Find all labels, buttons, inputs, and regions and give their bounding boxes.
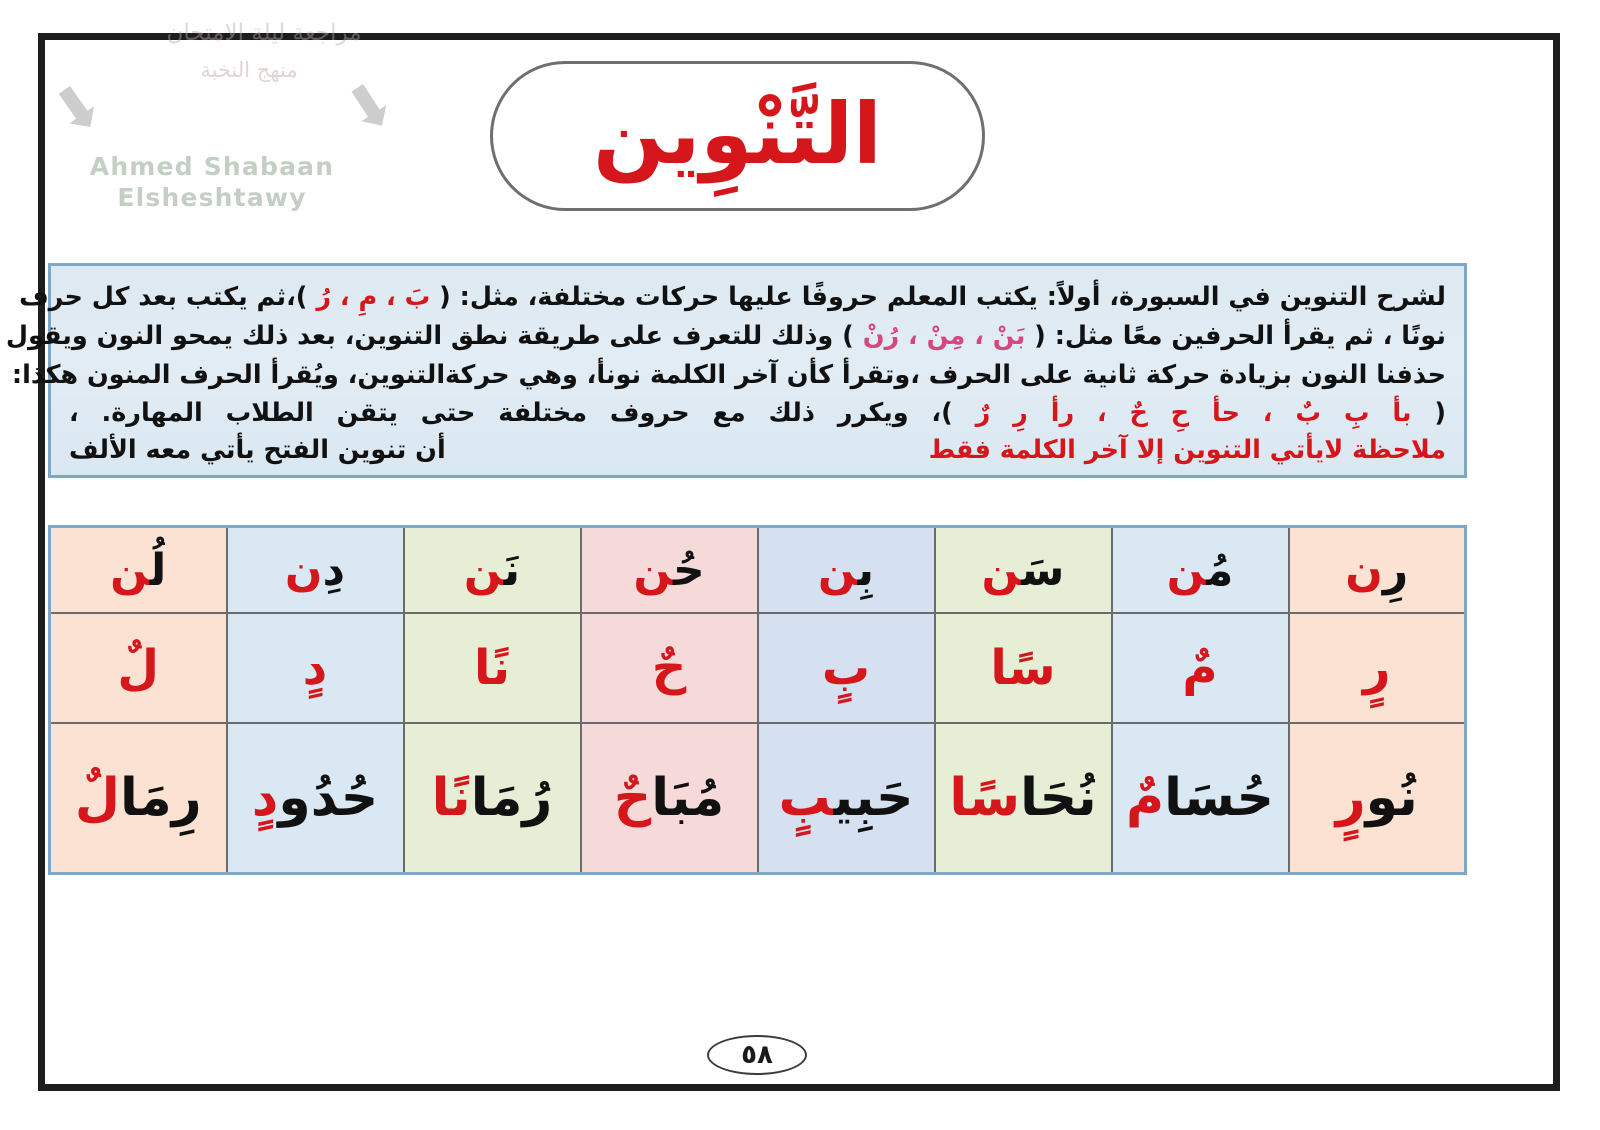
table-cell-word xyxy=(758,723,935,874)
table-cell-syllable xyxy=(227,527,404,614)
explanation-line-2-examples: بَنْ ، مِنْ ، رُنْ xyxy=(862,320,1026,351)
syllable-noon-letter: ن xyxy=(463,544,504,596)
table-cell-word xyxy=(935,723,1112,874)
syllable-lead-letter: سَ xyxy=(1021,544,1065,596)
syllable-noon-letter: ن xyxy=(284,544,323,596)
explanation-line-1-part-a: لشرح التنوين في السبورة، أولاً: يكتب المعلم حروفًا عليها حركات مختلفة، مثل: ( xyxy=(430,282,1446,312)
word-tanween-tail: لٌ xyxy=(74,768,120,828)
table-cell-syllable xyxy=(935,527,1112,614)
tanween-letter-text: مٌ xyxy=(1182,640,1218,696)
explanation-line-1-part-b: )،ثم يكتب بعد كل حرف xyxy=(19,282,317,312)
word-tanween-tail: رٍ xyxy=(1335,768,1366,828)
word-stem: نُحَا xyxy=(1020,768,1097,828)
word-stem: حُسَا xyxy=(1164,768,1275,828)
tanween-practice-table xyxy=(48,525,1467,875)
word-tanween-tail: دٍ xyxy=(251,768,279,828)
table-cell-tanween-letter xyxy=(1112,613,1289,723)
tanween-letter-text: دٍ xyxy=(302,640,328,696)
syllable-noon-letter: ن xyxy=(1345,544,1383,596)
syllable-lead-letter: مُ xyxy=(1206,544,1234,596)
page-number-badge xyxy=(707,1035,807,1075)
explanation-line-1-examples: بَ ، مِ ، رُ xyxy=(316,282,431,312)
word-tanween-tail: نًا xyxy=(431,768,471,828)
syllable-noon-letter: ن xyxy=(633,544,673,596)
tanween-letter-text: نًا xyxy=(473,640,511,696)
syllable-lead-letter: بِ xyxy=(857,544,875,596)
arrow-down-right-icon: ⬊ xyxy=(337,64,402,144)
table-cell-tanween-letter xyxy=(227,613,404,723)
explanation-line-4-examples: بأ بِ بٌ ، حأ حِ حٌ ، رأ رِ رٌ xyxy=(975,398,1412,429)
table-cell-word xyxy=(1112,723,1289,874)
explanation-line-2-part-a: نونًا ، ثم يقرأ الحرفين معًا مثل: ( xyxy=(1025,320,1446,351)
table-cell-syllable xyxy=(404,527,581,614)
table-cell-word xyxy=(581,723,758,874)
table-cell-word xyxy=(227,723,404,874)
word-stem: حُدُو xyxy=(278,768,379,828)
table-cell-tanween-letter xyxy=(50,613,227,723)
table-cell-word xyxy=(404,723,581,874)
syllable-lead-letter: رِ xyxy=(1382,544,1409,596)
table-row-letters xyxy=(50,613,1466,723)
explanation-red-note: ملاحظة لايأتي التنوين إلا آخر الكلمة فقط xyxy=(928,435,1446,465)
syllable-lead-letter: نَ xyxy=(503,544,521,596)
tanween-letter-text: رٍ xyxy=(1362,640,1391,696)
page-title: التَّنْوِين xyxy=(593,84,882,183)
tanween-letter-text: لٌ xyxy=(117,640,160,696)
explanation-line-1 xyxy=(19,278,1446,317)
syllable-lead-letter: لُ xyxy=(149,544,167,596)
word-stem: مُبَا xyxy=(651,768,725,828)
syllable-lead-letter: دِ xyxy=(322,544,346,596)
lesson-title-pill xyxy=(490,61,985,211)
explanation-line-4-part-a: ( xyxy=(1411,398,1446,429)
syllable-noon-letter: ن xyxy=(1166,544,1207,596)
explanation-line-4 xyxy=(69,394,1446,433)
table-cell-tanween-letter xyxy=(1289,613,1466,723)
word-stem: نُو xyxy=(1365,768,1418,828)
table-cell-word xyxy=(1289,723,1466,874)
tanween-letter-text: بٍ xyxy=(821,640,871,696)
table-cell-syllable xyxy=(758,527,935,614)
table-cell-word xyxy=(50,723,227,874)
explanation-line-4-part-b: )، ويكرر ذلك مع حروف مختلفة حتى يتقن الطلاب المهارة. ، xyxy=(69,398,976,429)
table-cell-syllable xyxy=(581,527,758,614)
explanation-line-2-part-b: ) وذلك للتعرف على طريقة نطق التنوين، بعد ذلك يمحو النون ويقول xyxy=(5,320,863,351)
tanween-letter-text: سًا xyxy=(990,640,1056,696)
page-number-text: ٥٨ xyxy=(741,1040,773,1070)
table-cell-syllable xyxy=(50,527,227,614)
word-tanween-tail: مٌ xyxy=(1125,768,1165,828)
table-cell-syllable xyxy=(1289,527,1466,614)
explanation-line-2 xyxy=(5,317,1446,356)
watermark-arabic-top-text: مراجعة ليلة الامتحان xyxy=(166,20,362,46)
word-tanween-tail: سًا xyxy=(949,768,1021,828)
explanation-box xyxy=(5,263,1467,478)
syllable-noon-letter: ن xyxy=(981,544,1022,596)
word-stem: حَبِي xyxy=(833,768,914,828)
syllable-noon-letter: ن xyxy=(817,544,858,596)
watermark-author-name: Ahmed Shabaan Elsheshtawy xyxy=(89,152,335,212)
watermark-arabic-sub-text: منهج النخبة xyxy=(200,58,298,82)
word-tanween-tail: حٌ xyxy=(613,768,652,828)
table-cell-syllable xyxy=(1112,527,1289,614)
table-row-words xyxy=(50,723,1466,874)
word-tanween-tail: بٍ xyxy=(778,768,834,828)
table-cell-tanween-letter xyxy=(758,613,935,723)
table-cell-tanween-letter xyxy=(404,613,581,723)
explanation-last-row xyxy=(69,435,1446,465)
table-cell-tanween-letter xyxy=(581,613,758,723)
table-cell-tanween-letter xyxy=(935,613,1112,723)
word-stem: رُمَا xyxy=(470,768,553,828)
tanween-letter-text: حٌ xyxy=(651,640,687,696)
explanation-alef-note: أن تنوين الفتح يأتي معه الألف xyxy=(69,435,446,465)
explanation-line-3: حذفنا النون بزيادة حركة ثانية على الحرف ،وتقرأ كأن آخر الكلمة نونأ، وهي حركةالتنوين، ويُقرأ الحرف المنون هكذا: xyxy=(11,359,1446,390)
word-stem: رِمَا xyxy=(119,768,202,828)
syllable-noon-letter: ن xyxy=(110,544,150,596)
syllable-lead-letter: حُ xyxy=(672,544,705,596)
arrow-down-left-icon: ⬋ xyxy=(46,67,108,145)
table-row-syllables xyxy=(50,527,1466,614)
